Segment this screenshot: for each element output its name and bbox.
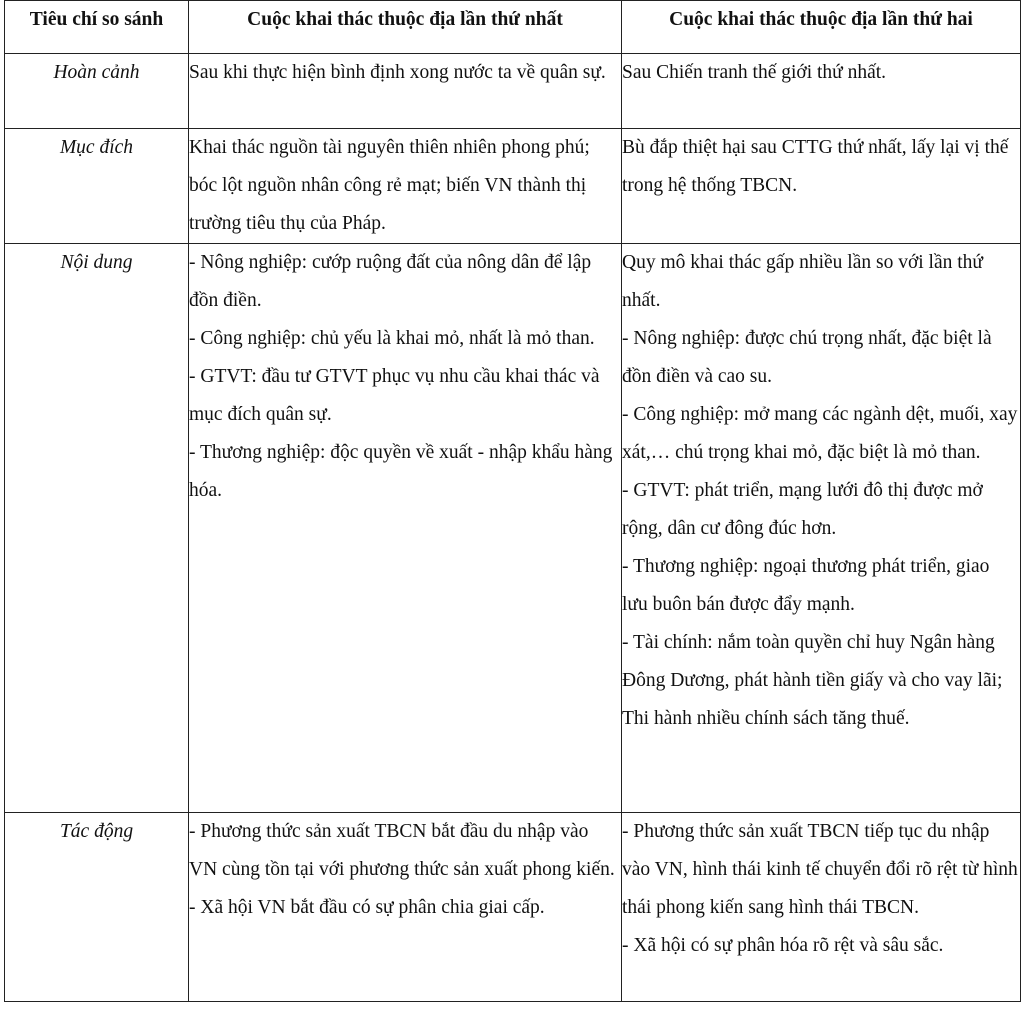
criterion-cell: Tác động [5,813,189,1002]
header-second-exploitation: Cuộc khai thác thuộc địa lần thứ hai [622,1,1021,54]
second-cell [622,244,1021,813]
cell-line: Khai thác nguồn tài nguyên thiên nhiên phong phú; bóc lột nguồn nhân công rẻ mạt; biến VN thành thị trường tiêu thụ của Pháp. [189,137,590,234]
first-cell [189,54,622,129]
cell-line: - Công nghiệp: chủ yếu là khai mỏ, nhất là mỏ than. [189,328,595,349]
cell-line: Bù đắp thiệt hại sau CTTG thứ nhất, lấy lại vị thế trong hệ thống TBCN. [622,137,1009,196]
cell-line: - Xã hội có sự phân hóa rõ rệt và sâu sắc. [622,935,944,956]
second-cell [622,813,1021,1002]
cell-line: - Xã hội VN bắt đầu có sự phân chia giai cấp. [189,897,545,918]
table-row [5,129,1021,244]
table-row [5,244,1021,813]
header-criteria: Tiêu chí so sánh [5,1,189,54]
cell-line: Sau Chiến tranh thế giới thứ nhất. [622,62,887,83]
cell-line: - Nông nghiệp: cướp ruộng đất của nông dân để lập đồn điền. [189,252,592,311]
cell-line: - Tài chính: nắm toàn quyền chỉ huy Ngân hàng Đông Dương, phát hành tiền giấy và cho vay lãi; Thi hành nhiều chính sách tăng thuế. [622,632,1003,729]
cell-line: Quy mô khai thác gấp nhiều lần so với lần thứ nhất. [622,252,983,311]
second-cell [622,54,1021,129]
cell-line: - Nông nghiệp: được chú trọng nhất, đặc biệt là đồn điền và cao su. [622,328,992,387]
first-cell [189,129,622,244]
cell-line: - Thương nghiệp: độc quyền về xuất - nhập khẩu hàng hóa. [189,442,613,501]
table-row [5,54,1021,129]
header-first-exploitation: Cuộc khai thác thuộc địa lần thứ nhất [189,1,622,54]
table-row [5,813,1021,1002]
first-cell [189,813,622,1002]
first-cell [189,244,622,813]
cell-line: - GTVT: đầu tư GTVT phục vụ nhu cầu khai thác và mục đích quân sự. [189,366,600,425]
cell-line: - Công nghiệp: mở mang các ngành dệt, muối, xay xát,… chú trọng khai mỏ, đặc biệt là mỏ than. [622,404,1018,463]
criterion-cell: Hoàn cảnh [5,54,189,129]
criterion-cell: Nội dung [5,244,189,813]
cell-line: - Phương thức sản xuất TBCN bắt đầu du nhập vào VN cùng tồn tại với phương thức sản xuất phong kiến. [189,821,615,880]
cell-line: Sau khi thực hiện bình định xong nước ta về quân sự. [189,62,606,83]
cell-line: - Thương nghiệp: ngoại thương phát triển, giao lưu buôn bán được đẩy mạnh. [622,556,990,615]
second-cell [622,129,1021,244]
cell-line: - Phương thức sản xuất TBCN tiếp tục du nhập vào VN, hình thái kinh tế chuyển đổi rõ rệt từ hình thái phong kiến sang hình thái TBCN. [622,821,1018,918]
comparison-table [4,0,1021,1002]
cell-line: - GTVT: phát triển, mạng lưới đô thị được mở rộng, dân cư đông đúc hơn. [622,480,983,539]
criterion-cell: Mục đích [5,129,189,244]
table-header-row [5,1,1021,54]
